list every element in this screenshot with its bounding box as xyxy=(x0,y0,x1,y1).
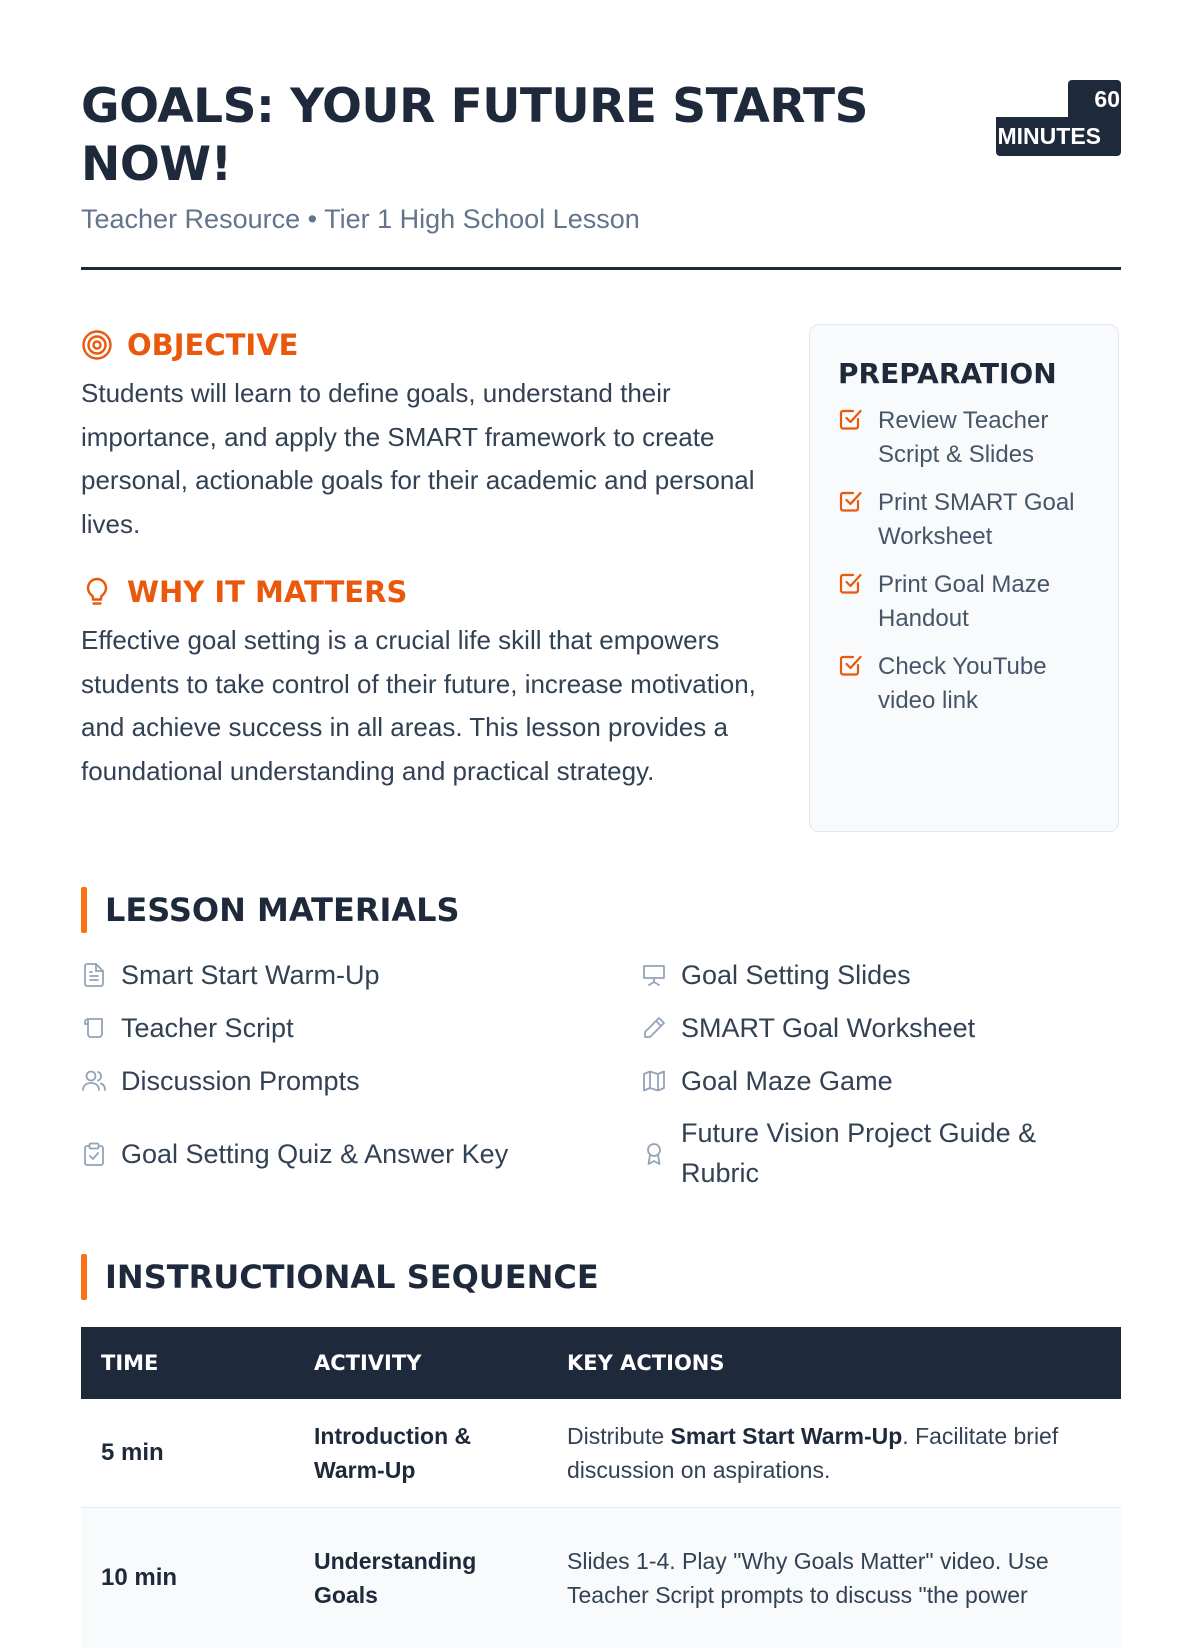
preparation-card xyxy=(809,324,1119,832)
page-subtitle: Teacher Resource • Tier 1 High School Lesson xyxy=(81,204,1121,235)
material-label: Discussion Prompts xyxy=(121,1061,360,1101)
header-divider xyxy=(81,267,1121,270)
map-icon xyxy=(641,1068,667,1094)
preparation-item-label: Print Goal Maze Handout xyxy=(878,568,1098,636)
material-item[interactable] xyxy=(81,1134,508,1174)
presentation-icon xyxy=(641,962,667,988)
objective-heading-label: OBJECTIVE xyxy=(127,328,298,362)
material-label: Smart Start Warm-Up xyxy=(121,955,380,995)
checkbox-checked-icon xyxy=(838,488,864,514)
material-item[interactable] xyxy=(641,1008,975,1048)
row-time: 5 min xyxy=(81,1399,294,1508)
preparation-item xyxy=(838,650,1098,718)
duration-number: 60 xyxy=(1068,80,1121,117)
key-actions-highlight: Smart Start Warm-Up xyxy=(671,1423,903,1449)
material-label: Goal Setting Quiz & Answer Key xyxy=(121,1134,508,1174)
column-header-activity: ACTIVITY xyxy=(294,1327,547,1399)
column-header-key-actions: KEY ACTIONS xyxy=(547,1327,1121,1399)
row-activity: Introduction & Warm-Up xyxy=(294,1399,547,1508)
target-icon xyxy=(81,329,113,361)
material-item[interactable] xyxy=(81,955,380,995)
material-label: Future Vision Project Guide & Rubric xyxy=(681,1113,1061,1193)
objective-section xyxy=(81,328,761,546)
instructional-sequence-heading-label: INSTRUCTIONAL SEQUENCE xyxy=(105,1258,599,1296)
material-label: Teacher Script xyxy=(121,1008,294,1048)
why-it-matters-heading xyxy=(81,575,771,609)
preparation-item-label: Check YouTube video link xyxy=(878,650,1098,718)
row-key-actions: Slides 1-4. Play "Why Goals Matter" video. Use Teacher Script prompts to discuss "the power xyxy=(547,1508,1121,1648)
table-row xyxy=(81,1508,1121,1648)
preparation-item xyxy=(838,568,1098,636)
material-label: Goal Setting Slides xyxy=(681,955,911,995)
table-header-row xyxy=(81,1327,1121,1399)
material-label: Goal Maze Game xyxy=(681,1061,893,1101)
why-it-matters-section xyxy=(81,575,771,793)
row-key-actions xyxy=(547,1399,1121,1508)
table-row xyxy=(81,1399,1121,1508)
duration-unit: MINUTES xyxy=(996,117,1122,156)
page-title: GOALS: YOUR FUTURE STARTS NOW! xyxy=(81,78,921,194)
checkbox-checked-icon xyxy=(838,406,864,432)
header xyxy=(81,78,1121,235)
row-time: 10 min xyxy=(81,1508,294,1648)
material-item[interactable] xyxy=(641,955,911,995)
pencil-icon xyxy=(641,1015,667,1041)
material-item[interactable] xyxy=(81,1061,360,1101)
lightbulb-icon xyxy=(81,576,113,608)
material-item[interactable] xyxy=(641,1113,1061,1193)
scroll-icon xyxy=(81,1015,107,1041)
preparation-item-label: Print SMART Goal Worksheet xyxy=(878,486,1098,554)
preparation-item xyxy=(838,486,1098,554)
heading-accent-bar xyxy=(81,887,87,933)
objective-heading xyxy=(81,328,761,362)
key-actions-text: Distribute xyxy=(567,1423,671,1449)
key-actions-text: . Facilitate brief discussion on aspirations. xyxy=(567,1423,1058,1483)
column-header-time: TIME xyxy=(81,1327,294,1399)
preparation-item xyxy=(838,404,1098,472)
checkbox-checked-icon xyxy=(838,570,864,596)
row-activity: Understanding Goals xyxy=(294,1508,547,1648)
heading-accent-bar xyxy=(81,1254,87,1300)
duration-badge xyxy=(996,80,1122,156)
objective-text: Students will learn to define goals, understand their importance, and apply the SMART framework to create personal, actionable goals for their academic and personal lives. xyxy=(81,372,761,546)
material-label: SMART Goal Worksheet xyxy=(681,1008,975,1048)
document-icon xyxy=(81,962,107,988)
clipboard-check-icon xyxy=(81,1141,107,1167)
preparation-item-label: Review Teacher Script & Slides xyxy=(878,404,1098,472)
material-item[interactable] xyxy=(641,1061,893,1101)
checkbox-checked-icon xyxy=(838,652,864,678)
lesson-materials-heading-label: LESSON MATERIALS xyxy=(105,891,460,929)
preparation-heading: PREPARATION xyxy=(838,357,1098,390)
lesson-materials-heading xyxy=(81,887,460,933)
material-item[interactable] xyxy=(81,1008,294,1048)
why-it-matters-heading-label: WHY IT MATTERS xyxy=(127,575,407,609)
award-icon xyxy=(641,1140,667,1166)
instructional-sequence-heading xyxy=(81,1254,599,1300)
why-it-matters-text: Effective goal setting is a crucial life skill that empowers students to take control of their future, increase motivation, and achieve success in all areas. This lesson provides a foundational understanding and practical strategy. xyxy=(81,619,771,793)
users-icon xyxy=(81,1068,107,1094)
